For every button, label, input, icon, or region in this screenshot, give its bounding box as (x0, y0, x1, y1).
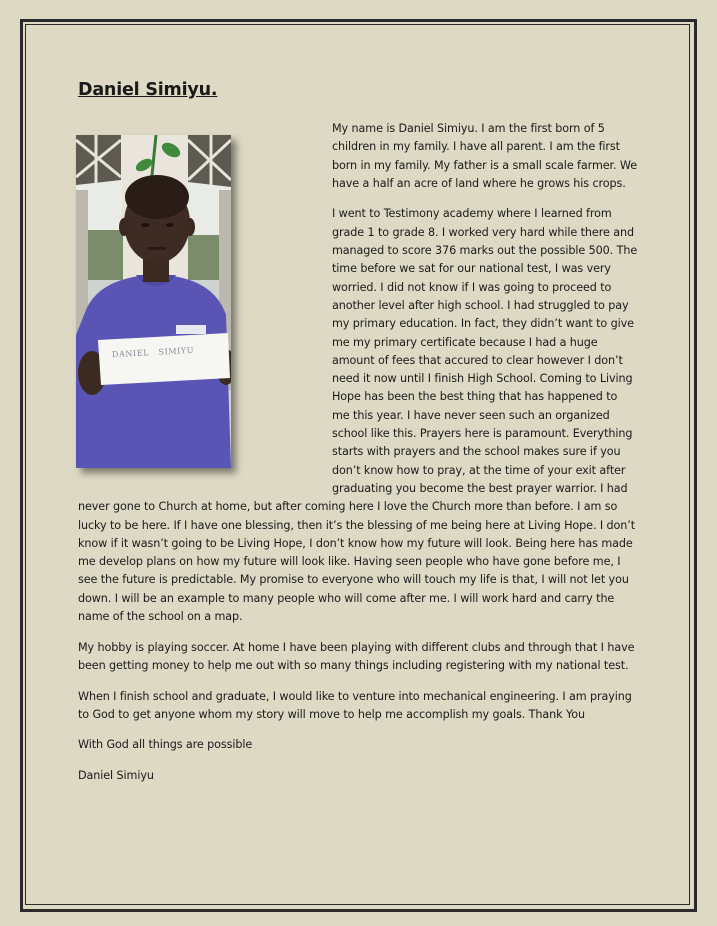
photo-text-wrap-spacer (78, 120, 332, 490)
paragraph-goals: When I finish school and graduate, I would like to venture into mechanical engineering. I am praying to God to get anyone whom my story will move to help me accomplish my goals. Thank You (78, 689, 632, 721)
paragraph-motto: With God all things are possible (78, 738, 253, 752)
document-body (78, 120, 638, 798)
paragraph-hobby: My hobby is playing soccer. At home I have been playing with different clubs and through that I have been getting money to help me out with so many things including registering with my national test. (78, 640, 635, 672)
paragraph-signature: Daniel Simiyu (78, 768, 154, 782)
sign-text: DANIEL SIMIYU (111, 345, 195, 360)
paragraph-intro: My name is Daniel Simiyu. I am the first born of 5 children in my family. I have all parent. I am the first born in my family. My father is a small scale farmer. We have a half an acre of land where he grows his crops. (332, 122, 638, 190)
paragraph-education: I went to Testimony academy where I learned from grade 1 to grade 8. I worked very hard while there and managed to score 376 marks out the possible 500. The time before we sat for our national test, I was very worried. I did not know if I was going to proceed to another level after high school. I had struggled to pay my primary education. In fact, they didn’t want to give me my primary certificate because I had a huge amount of fees that accured to clear however I don’t need it now until I finish High School. Coming to Living Hope has been the best thing that has happened to me this year. I have never seen such an organized school like this. Prayers here is paramount. Everything starts with prayers and the school makes sure if you don’t know how to pray, at the time of your exit after graduating you become the best prayer warrior. I had never gone to Church at home, but after coming here I love the Church more than before. I am so lucky to be here. If I have one blessing, then it’s the blessing of me being here at Living Hope. I don’t know if it wasn’t going to be Living Hope, I don’t know how my future will look. Being here has made me develop plans on how my future will look like. Having seen people who have gone before me, I see the future is predictable. My promise to everyone who will touch my life is that, I will not let you down. I will be an example to many people who will come after me. I will work hard and carry the name of the school on a map. (78, 207, 638, 624)
document-title: Daniel Simiyu. (78, 80, 218, 100)
